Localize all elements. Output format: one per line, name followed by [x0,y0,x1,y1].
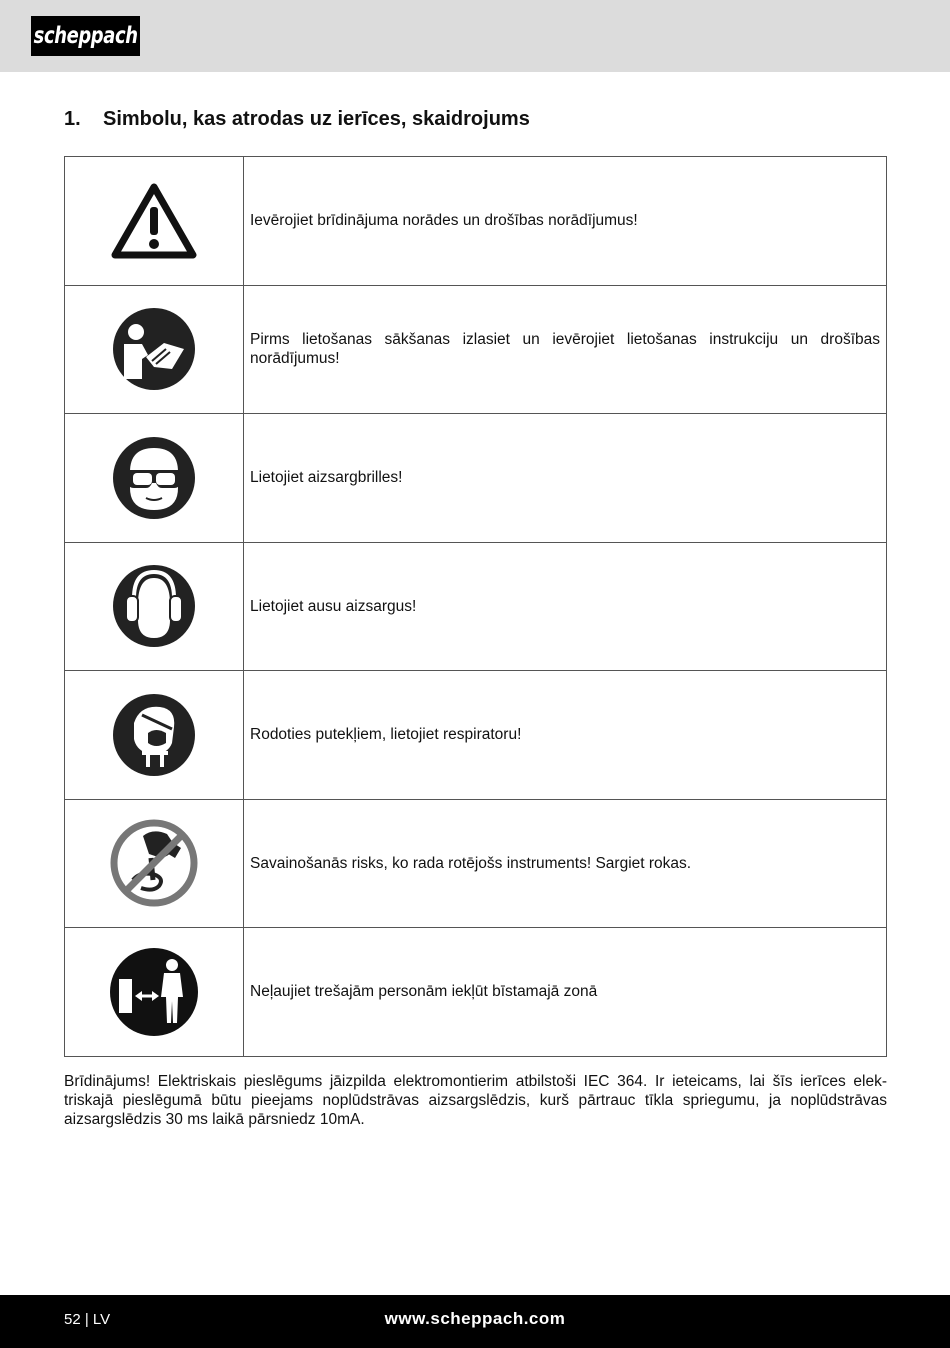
symbols-table [64,156,887,1057]
symbol-description: Lietojiet aizsargbrilles! [244,414,887,543]
footer-url-link[interactable]: www.scheppach.com [384,1309,566,1328]
read-manual-icon [112,307,196,391]
respirator-icon [112,693,196,777]
table-row [65,414,887,543]
page-number: 52 | LV [64,1311,111,1328]
table-row [65,157,887,286]
symbol-description: Rodoties putekļiem, lietojiet respiratoru! [244,671,887,800]
ear-protection-icon [112,564,196,648]
symbol-description: Savainošanās risks, ko rada rotējošs instruments! Sargiet rokas. [244,799,887,928]
electrical-warning-note: Brīdinājums! Elektriskais pieslēgums jāizpilda elektromontierim atbilstoši IEC 364. Ir ieteicams, lai šīs ierīces elek-triskajā pieslēgumā būtu pieejams noplūdstrāvas aizsargslēdzis, kurš pārtrauc tīkla spriegumu, ja noplūdstrāvas aizsargslēdzis 30 ms laikā pārsniedz 10mA. [64,1073,887,1128]
header-bar [0,0,950,72]
safety-goggles-icon [112,436,196,520]
symbol-description: Lietojiet ausu aizsargus! [244,542,887,671]
keep-distance-icon [109,947,199,1037]
rotating-tool-hands-prohibited-icon [109,818,199,908]
symbol-description: Ievērojiet brīdinājuma norādes un drošības norādījumus! [244,157,887,286]
section-number: 1. [64,108,81,130]
table-row [65,671,887,800]
symbol-description: Neļaujiet trešajām personām iekļūt bīstamajā zonā [244,928,887,1057]
section-title-text: Simbolu, kas atrodas uz ierīces, skaidrojums [103,108,530,130]
warning-triangle-icon [111,183,197,259]
table-row [65,799,887,928]
page-title [64,108,530,131]
table-row [65,542,887,671]
table-row [65,928,887,1057]
brand-logo: scheppach [31,16,140,56]
symbol-description: Pirms lietošanas sākšanas izlasiet un ievērojiet lietošanas instrukciju un drošības norādījumus! [244,285,887,414]
table-row [65,285,887,414]
